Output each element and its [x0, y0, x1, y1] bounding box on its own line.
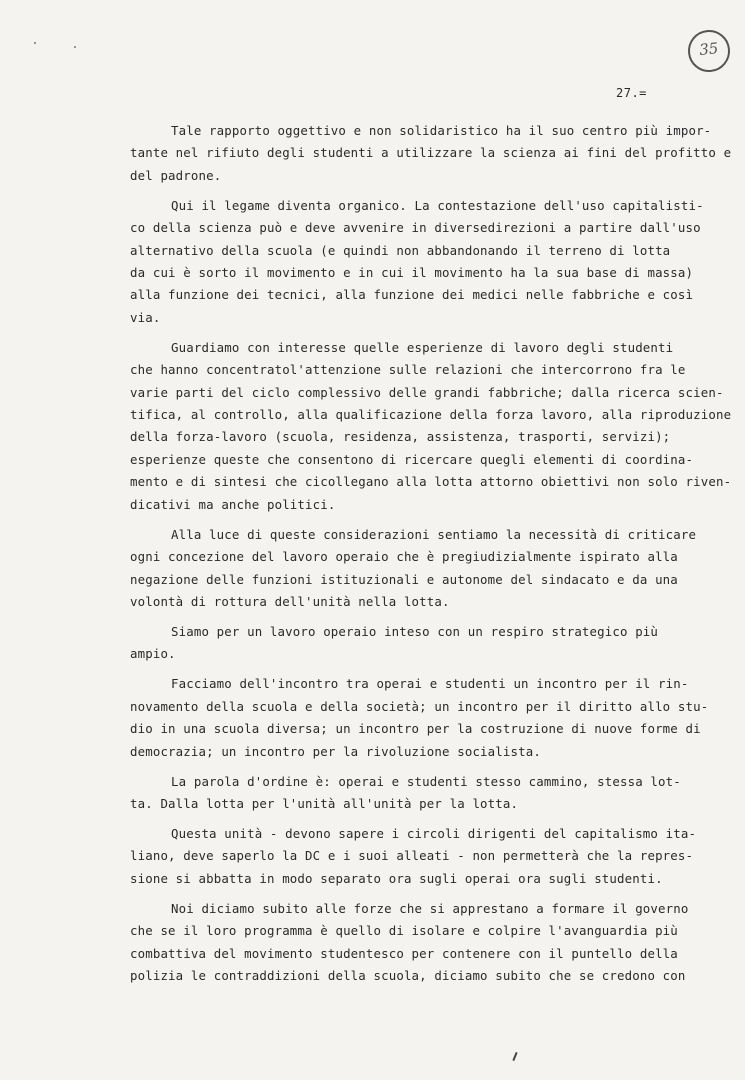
text-line: varie parti del ciclo complessivo delle grandi fabbriche; dalla ricerca scien- — [130, 384, 724, 400]
text-line: alternativo della scuola (e quindi non abbandonando il terreno di lotta — [130, 242, 671, 258]
scan-speck — [34, 42, 36, 44]
paragraph — [130, 120, 732, 187]
page-stamp: 35 — [686, 28, 732, 74]
text-line: La parola d'ordine è: operai e studenti stesso cammino, stessa lot- — [171, 773, 681, 789]
text-line: via. — [130, 309, 161, 325]
text-line: da cui è sorto il movimento e in cui il movimento ha la sua base di massa) — [130, 265, 694, 281]
text-line: Qui il legame diventa organico. La contestazione dell'uso capitalisti- — [171, 197, 704, 213]
text-line: del padrone. — [130, 167, 222, 183]
text-line: negazione delle funzioni istituzionali e autonome del sindacato e da una — [130, 571, 678, 587]
text-line: dicativi ma anche politici. — [130, 496, 336, 512]
text-line: della forza-lavoro (scuola, residenza, assistenza, trasporti, servizi); — [130, 429, 671, 445]
text-line: che hanno concentratol'attenzione sulle relazioni che intercorrono fra le — [130, 362, 686, 378]
text-line: Questa unità - devono sapere i circoli dirigenti del capitalismo ita- — [171, 825, 697, 841]
text-line: esperienze queste che consentono di ricercare quegli elementi di coordina- — [130, 451, 694, 467]
text-line: ogni concezione del lavoro operaio che è pregiudizialmente ispirato alla — [130, 549, 678, 565]
text-line: mento e di sintesi che cicollegano alla lotta attorno obiettivi non solo riven- — [130, 474, 732, 490]
text-line: co della scienza può e deve avvenire in diversedirezioni a partire dall'uso — [130, 220, 701, 236]
text-line: tifica, al controllo, alla qualificazione della forza lavoro, alla riproduzione — [130, 407, 732, 423]
text-line: Siamo per un lavoro operaio inteso con un respiro strategico più — [171, 623, 659, 639]
text-line: Tale rapporto oggettivo e non solidaristico ha il suo centro più impor- — [171, 123, 712, 138]
text-line: tante nel rifiuto degli studenti a utilizzare la scienza ai fini del profitto e — [130, 145, 732, 161]
text-line: volontà di rottura dell'unità nella lotta. — [130, 593, 450, 609]
text-line: ampio. — [130, 646, 176, 662]
text-line: novamento della scuola e della società; un incontro per il diritto allo stu- — [130, 698, 709, 714]
paragraph — [130, 195, 704, 329]
paragraph — [130, 621, 690, 666]
text-line: sione si abbatta in modo separato ora sugli operai ora sugli studenti. — [130, 870, 663, 886]
text-line: che se il loro programma è quello di isolare e colpire l'avanguardia più — [130, 923, 678, 939]
text-line: alla funzione dei tecnici, alla funzione dei medici nelle fabbriche e così — [130, 287, 694, 303]
text-line: Guardiamo con interesse quelle esperienze di lavoro degli studenti — [171, 339, 674, 355]
text-line: Facciamo dell'incontro tra operai e studenti un incontro per il rin- — [171, 676, 689, 692]
paragraph — [130, 524, 697, 614]
text-line: dio in una scuola diversa; un incontro per la costruzione di nuove forme di — [130, 721, 701, 737]
text-line: Noi diciamo subito alle forze che si apprestano a formare il governo — [171, 900, 689, 916]
text-line: ta. Dalla lotta per l'unità all'unità per la lotta. — [130, 795, 519, 811]
document-body — [130, 120, 732, 995]
paragraph — [130, 823, 697, 890]
text-line: Alla luce di queste considerazioni sentiamo la necessità di criticare — [171, 526, 697, 542]
paragraph — [130, 337, 732, 516]
paragraph — [130, 673, 709, 763]
text-line: polizia le contraddizioni della scuola, diciamo subito che se credono con — [130, 967, 686, 983]
paragraph — [130, 898, 690, 988]
text-line: democrazia; un incontro per la rivoluzione socialista. — [130, 743, 541, 759]
pen-mark — [512, 1052, 517, 1061]
text-line: combattiva del movimento studentesco per contenere con il puntello della — [130, 945, 678, 961]
scan-speck — [74, 46, 76, 48]
text-line: liano, deve saperlo la DC e i suoi alleati - non permetterà che la repres- — [130, 848, 694, 864]
paragraph — [130, 771, 690, 816]
page-number: 27.= — [616, 86, 647, 100]
